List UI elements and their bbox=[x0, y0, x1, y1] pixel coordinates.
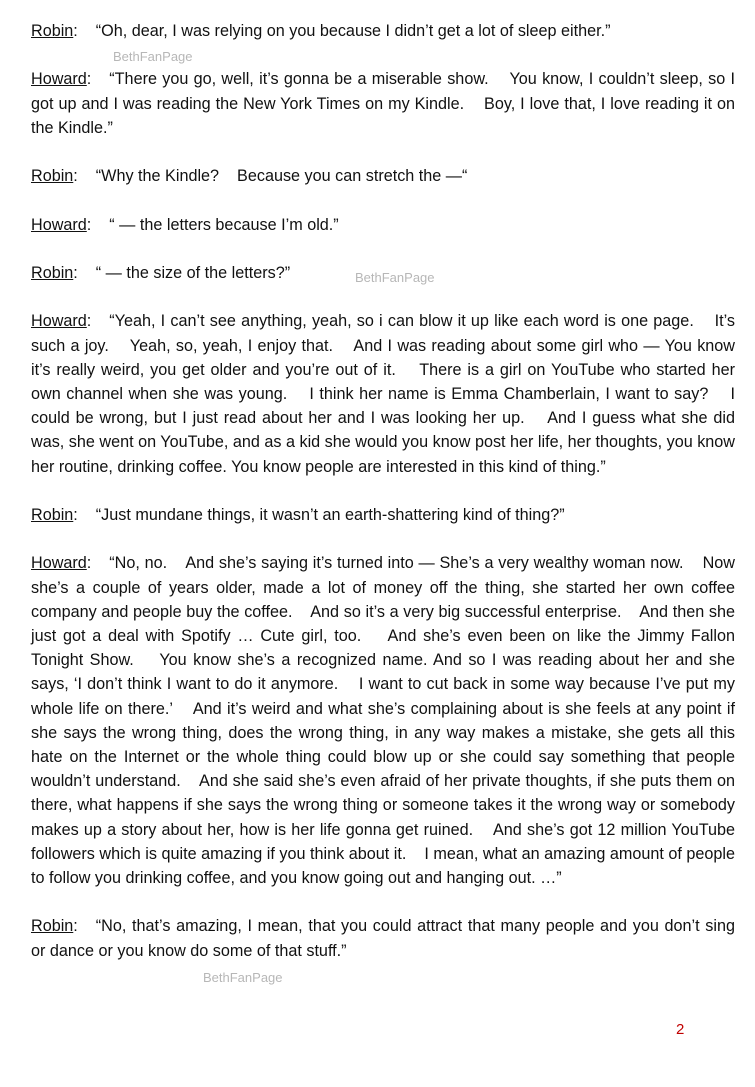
dialogue-text: “Yeah, I can’t see anything, yeah, so i can blow it up like each word is one page. It’s such a joy. Yeah, so, yeah, I enjoy that. And I was reading about some girl who — You know it’s really weird, you get older and you’re out of it. There is a girl on YouTube who started her own channel when she was young. I think her name is Emma Chamberlain, I want to say? I could be wrong, but I just read about her and I was looking her up. And I guess what she did was, she went on YouTube, and as a kid she would you know post her life, her thoughts, you know her routine, drinking coffee. You know people are interested in this kind of thing.” bbox=[31, 312, 740, 476]
dialogue-line bbox=[31, 67, 740, 140]
speaker-name: Howard bbox=[31, 70, 87, 89]
dialogue-text: “There you go, well, it’s gonna be a miserable show. You know, I couldn’t sleep, so I got up and I was reading the New York Times on my Kindle. Boy, I love that, I love reading it on the Kindle.” bbox=[31, 70, 740, 137]
speaker-name: Robin bbox=[31, 22, 74, 40]
dialogue-text: “Why the Kindle? Because you can stretch the —“ bbox=[95, 167, 468, 186]
speaker-name: Robin bbox=[31, 505, 74, 524]
speaker-name: Robin bbox=[31, 263, 74, 282]
speaker-separator: : bbox=[73, 917, 78, 936]
dialogue-line bbox=[31, 503, 735, 527]
speaker-separator: : bbox=[86, 215, 92, 234]
speaker-name: Howard bbox=[31, 215, 87, 234]
speaker-separator: : bbox=[86, 70, 92, 89]
dialogue-line bbox=[31, 309, 740, 478]
dialogue-text: “No, that’s amazing, I mean, that you could attract that many people and you don’t sing or dance or you know do some of that stuff.” bbox=[31, 917, 740, 960]
speaker-separator: : bbox=[73, 167, 78, 186]
dialogue-text: “ — the letters because I’m old.” bbox=[109, 215, 339, 234]
dialogue-line bbox=[31, 164, 735, 188]
speaker-separator: : bbox=[73, 263, 78, 282]
speaker-separator: : bbox=[86, 312, 92, 331]
speaker-separator: : bbox=[86, 554, 92, 573]
transcript-page bbox=[31, 19, 740, 987]
speaker-name: Robin bbox=[31, 167, 74, 186]
dialogue-line bbox=[31, 914, 740, 962]
dialogue-text: “No, no. And she’s saying it’s turned into — She’s a very wealthy woman now. Now she’s a couple of years older, made a lot of money off the thing, she started her own coffee company and people buy the coffee. And so it’s a very big successful enterprise. And then she just got a deal with Spotify … Cute girl, too. And she’s even been on like the Jimmy Fallon Tonight Show. You know she’s a recognized name. And so I was reading about her and she says, ‘I don’t think I want to do it anymore. I want to cut back in some way because I’ve put my whole life on there.’ And it’s weird and what she’s complaining about is she feels at any point if she says the wrong thing, does the wrong thing, in any way makes a mistake, she gets all this hate on the Internet or the whole thing could blow up or she could say something that people wouldn’t understand. And she said she’s even afraid of her private thoughts, if she puts them on there, what happens if she says the wrong thing or someone takes it the wrong way or somebody makes up a story about her, how is her life gonna get ruined. And she’s got 12 million YouTube followers which is quite amazing if you think about it. I mean, what an amazing amount of people to follow you drinking coffee, and you know going out and hanging out. …” bbox=[31, 554, 740, 887]
dialogue-text: “ — the size of the letters?” bbox=[95, 263, 291, 282]
watermark: BethFanPage bbox=[113, 49, 193, 64]
dialogue-line bbox=[31, 213, 735, 237]
dialogue-text: “Oh, dear, I was relying on you because I didn’t get a lot of sleep either.” bbox=[95, 22, 611, 40]
watermark: BethFanPage bbox=[355, 270, 435, 285]
speaker-name: Howard bbox=[31, 554, 87, 573]
speaker-name: Howard bbox=[31, 312, 87, 331]
dialogue-line bbox=[31, 551, 740, 890]
dialogue-text: “Just mundane things, it wasn’t an earth-shattering kind of thing?” bbox=[95, 505, 565, 524]
watermark: BethFanPage bbox=[203, 970, 283, 985]
speaker-name: Robin bbox=[31, 917, 74, 936]
page-number: 2 bbox=[676, 1021, 685, 1038]
dialogue-line bbox=[31, 19, 735, 43]
speaker-separator: : bbox=[73, 505, 78, 524]
speaker-separator: : bbox=[73, 22, 78, 40]
